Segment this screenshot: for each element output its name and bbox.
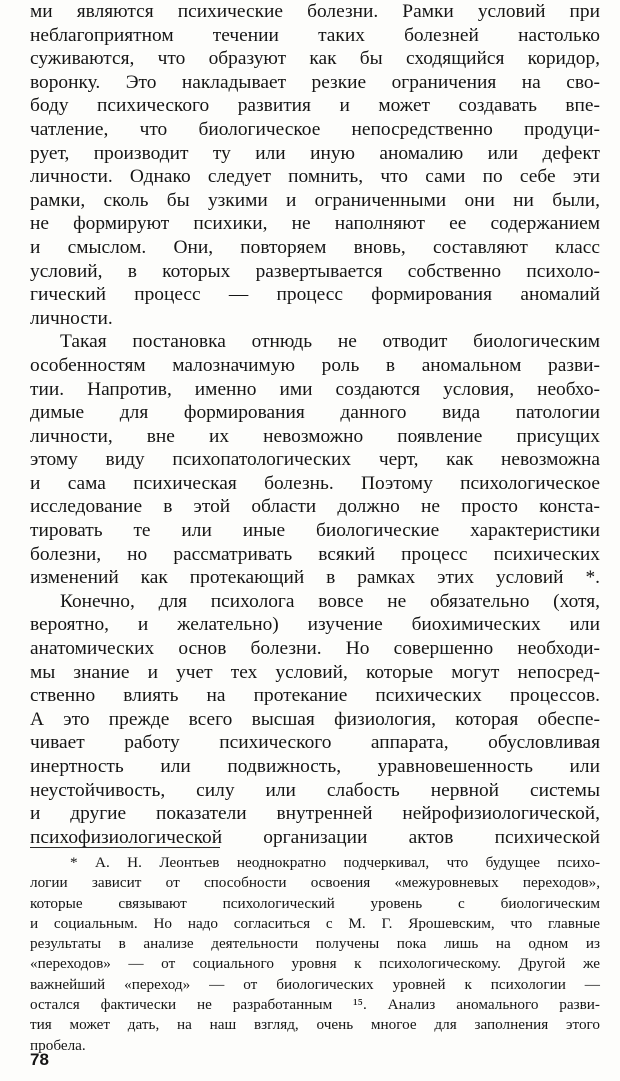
- text-line: рамки, сколь бы узкими и ограниченными они ни были,: [30, 189, 600, 211]
- text-line: димые для формирования данного вида патологии: [30, 402, 600, 424]
- footnote-line: и социальным. Но надо согласиться с М. Г. Ярошевским, что главные: [30, 914, 600, 932]
- footnote-line: результаты в анализе деятельности получены пока лишь на одном из: [30, 935, 600, 953]
- text-line: условий, в которых развертывается собственно психоло-: [30, 260, 600, 282]
- text-line: болезни, но рассматривать всякий процесс психических: [30, 543, 600, 565]
- text-line: особенностям малозначимую роль в аномальном разви-: [30, 354, 600, 376]
- text-line: и смыслом. Они, повторяем вновь, составляют класс: [30, 236, 600, 258]
- text-line: этому виду психопатологических черт, как невозможна: [30, 449, 600, 471]
- text-line: гический процесс — процесс формирования аномалий: [30, 284, 600, 306]
- text-line: вероятно, и желательно) изучение биохимических или: [30, 614, 600, 636]
- paragraph-start-line: Конечно, для психолога вовсе не обязательно (хотя,: [60, 590, 600, 612]
- text-line: ми являются психические болезни. Рамки условий при: [30, 1, 600, 22]
- text-line: боду психического развития и может создавать впе-: [30, 95, 600, 117]
- text-line: анатомических основ болезни. Но совершенно необходи-: [30, 638, 600, 660]
- footnote-line: * А. Н. Леонтьев неоднократно подчеркивал, что будущее психо-: [70, 854, 600, 871]
- text-line: личности.: [30, 307, 113, 329]
- text-line: личности, вне их невозможно появление присущих: [30, 425, 600, 447]
- text-line: и другие показатели внутренней нейрофизиологической,: [30, 803, 600, 825]
- text-line: рует, производит ту или иную аномалию или дефект: [30, 142, 600, 164]
- footnote-line: пробела.: [30, 1036, 86, 1054]
- footnote-divider: [30, 847, 220, 848]
- text-line: А это прежде всего высшая физиология, которая обеспе-: [30, 708, 600, 730]
- text-line: тировать те или иные биологические характеристики: [30, 520, 600, 542]
- text-line: личности. Однако следует помнить, что сами по себе эти: [30, 166, 600, 188]
- text-line: неустойчивость, силу или слабость нервной системы: [30, 779, 600, 801]
- main-text: [30, 0, 600, 849]
- footnote-line: важнейший «переход» — от биологических уровней к психологии —: [30, 975, 600, 993]
- text-line: неблагоприятном течении таких болезней настолько: [30, 24, 600, 46]
- footnote-line: «переходов» — от социального уровня к психологическому. Другой же: [30, 955, 600, 973]
- text-line: мы знание и учет тех условий, которые могут непосред-: [30, 661, 600, 683]
- footnote-line: логии зависит от способности освоения «межуровневых переходов»,: [30, 874, 600, 892]
- text-line: исследование в этой области должно не просто конста-: [30, 496, 600, 518]
- text-line: инертность или подвижность, уравновешенность или: [30, 756, 600, 777]
- text-line: изменений как протекающий в рамках этих условий *.: [30, 567, 600, 589]
- text-line: тии. Напротив, именно ими создаются условия, необхо-: [30, 378, 600, 400]
- text-line: чивает работу психического аппарата, обусловливая: [30, 732, 600, 754]
- footnote-line: остался фактически не разработанным ¹⁵. Анализ аномального разви-: [30, 996, 600, 1014]
- paragraph-start-line: Такая постановка отнюдь не отводит биологическим: [60, 331, 600, 353]
- text-line: не формируют психики, не наполняют ее содержанием: [30, 213, 600, 235]
- footnote-line: которые связывают психологический уровень с биологическим: [30, 894, 600, 912]
- footnote-line: тия может дать, на наш взгляд, очень многое для заполнения этого: [30, 1016, 600, 1034]
- text-line: психофизиологической организации актов психической: [30, 826, 600, 848]
- text-line: воронку. Это накладывает резкие ограничения на сво-: [30, 71, 600, 93]
- text-line: чатление, что биологическое непосредственно продуци-: [30, 118, 600, 140]
- text-line: суживаются, что образуют как бы сходящийся коридор,: [30, 48, 600, 70]
- text-line: и сама психическая болезнь. Поэтому психологическое: [30, 472, 600, 494]
- page-number: 78: [30, 1050, 49, 1069]
- text-line: ственно влиять на протекание психических процессов.: [30, 685, 600, 707]
- footnote: [30, 853, 600, 1056]
